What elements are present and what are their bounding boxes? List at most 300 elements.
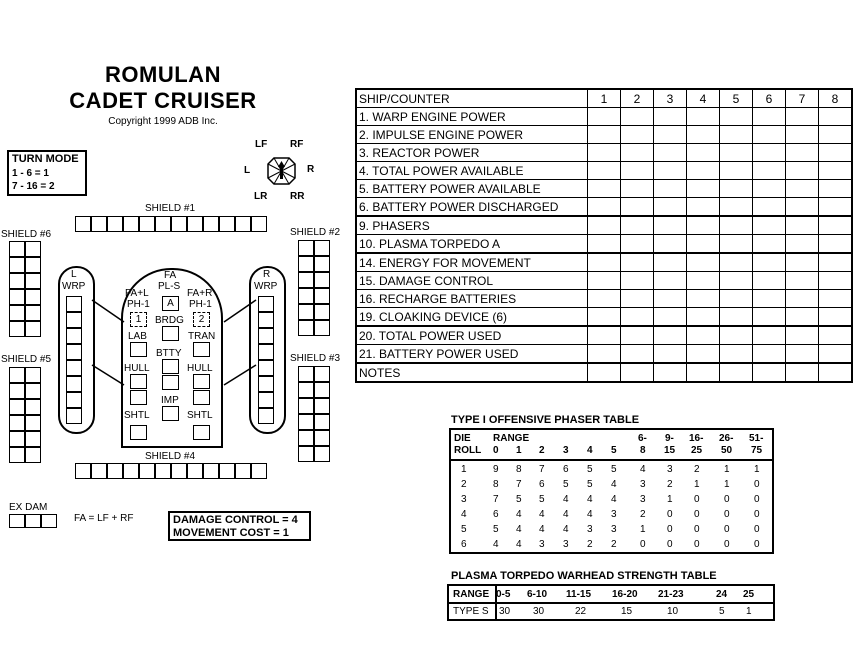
energy-cell[interactable]	[687, 108, 720, 126]
shield1-label: SHIELD #1	[145, 203, 196, 214]
energy-cell[interactable]	[786, 272, 819, 290]
energy-cell[interactable]	[621, 272, 654, 290]
energy-cell[interactable]	[753, 253, 786, 272]
energy-cell[interactable]	[753, 198, 786, 217]
energy-cell[interactable]	[819, 126, 853, 144]
phaser-2-box[interactable]: 2	[193, 312, 210, 327]
energy-cell[interactable]	[621, 198, 654, 217]
energy-cell[interactable]	[588, 326, 621, 345]
shield2-label: SHIELD #2	[290, 227, 341, 238]
energy-cell[interactable]	[588, 162, 621, 180]
plasma-range-header: 11-15	[566, 589, 592, 600]
energy-cell[interactable]	[720, 144, 753, 162]
compass-l: L	[244, 165, 251, 176]
energy-cell[interactable]	[687, 180, 720, 198]
shield4-box[interactable]	[203, 463, 219, 479]
energy-col-header: 2	[621, 89, 654, 108]
energy-cell[interactable]	[621, 126, 654, 144]
phaser-cell: 6	[539, 479, 545, 490]
phaser-table	[449, 428, 774, 554]
energy-cell[interactable]	[687, 216, 720, 235]
phaser-range-bot: 3	[563, 445, 569, 456]
energy-cell[interactable]	[654, 126, 687, 144]
energy-cell[interactable]	[621, 345, 654, 364]
shield3-box[interactable]	[298, 430, 314, 446]
shield1-box[interactable]	[203, 216, 219, 232]
plasma-value: 1	[746, 606, 752, 617]
energy-cell[interactable]	[654, 272, 687, 290]
shield4-box[interactable]	[171, 463, 187, 479]
compass-rr: RR	[290, 191, 305, 202]
phaser-cell: 4	[563, 509, 569, 520]
energy-row	[356, 180, 852, 198]
shield2-box[interactable]	[298, 256, 314, 272]
shield4-box[interactable]	[155, 463, 171, 479]
shield3-label: SHIELD #3	[290, 353, 341, 364]
shield5-box[interactable]	[25, 399, 41, 415]
energy-cell[interactable]	[786, 235, 819, 254]
energy-cell[interactable]	[819, 180, 853, 198]
shield3-box[interactable]	[314, 366, 330, 382]
shield3-box[interactable]	[314, 382, 330, 398]
shield1-box[interactable]	[187, 216, 203, 232]
energy-cell[interactable]	[786, 144, 819, 162]
energy-cell[interactable]	[588, 363, 621, 382]
phaser-cell: 3	[640, 479, 646, 490]
energy-cell[interactable]	[786, 198, 819, 217]
shield4-box[interactable]	[187, 463, 203, 479]
energy-cell[interactable]	[687, 198, 720, 217]
shield3-box[interactable]	[314, 430, 330, 446]
btty-label: BTTY	[156, 348, 182, 359]
energy-cell[interactable]	[588, 290, 621, 308]
energy-cell[interactable]	[753, 272, 786, 290]
energy-cell[interactable]	[687, 308, 720, 327]
shield1-box[interactable]	[75, 216, 91, 232]
phaser-cell: 5	[587, 479, 593, 490]
phaser-cell: 8	[516, 464, 522, 475]
energy-cell[interactable]	[687, 253, 720, 272]
energy-cell[interactable]	[588, 345, 621, 364]
shield2-box[interactable]	[314, 288, 330, 304]
energy-row-label: 16. RECHARGE BATTERIES	[356, 290, 588, 308]
damage-control-box	[168, 511, 311, 541]
phaser-cell: 4	[611, 479, 617, 490]
shield5-box[interactable]	[25, 415, 41, 431]
phaser-cell: 4	[563, 524, 569, 535]
shield1-box[interactable]	[219, 216, 235, 232]
plasma-vdivider	[495, 586, 497, 619]
shield1-box[interactable]	[235, 216, 251, 232]
energy-cell[interactable]	[720, 216, 753, 235]
shield1-box[interactable]	[139, 216, 155, 232]
shield6-box[interactable]	[25, 241, 41, 257]
energy-cell[interactable]	[786, 290, 819, 308]
energy-cell[interactable]	[786, 108, 819, 126]
shield3-box[interactable]	[298, 446, 314, 462]
energy-row	[356, 363, 852, 382]
shield1-box[interactable]	[251, 216, 267, 232]
phaser-range-top: 9-	[665, 433, 674, 444]
phaser-cell: 1	[640, 524, 646, 535]
phaser-range-bot: 4	[587, 445, 593, 456]
phaser-cell: 3	[587, 524, 593, 535]
energy-cell[interactable]	[588, 108, 621, 126]
plasma-value: 30	[533, 606, 545, 617]
phaser-cell: 6	[563, 464, 569, 475]
phaser-cell: 0	[724, 524, 730, 535]
copyright: Copyright 1999 ADB Inc.	[108, 116, 218, 127]
energy-cell[interactable]	[786, 308, 819, 327]
energy-row-label: 20. TOTAL POWER USED	[356, 326, 588, 345]
energy-row-label: 15. DAMAGE CONTROL	[356, 272, 588, 290]
energy-cell[interactable]	[720, 363, 753, 382]
shield3-box[interactable]	[298, 398, 314, 414]
shield5-box[interactable]	[9, 431, 25, 447]
phaser-cell: 0	[724, 539, 730, 550]
shield6-label: SHIELD #6	[1, 229, 52, 240]
energy-cell[interactable]	[588, 272, 621, 290]
energy-cell[interactable]	[720, 108, 753, 126]
energy-cell[interactable]	[753, 126, 786, 144]
phaser-die-value: 2	[461, 479, 467, 490]
phaser-cell: 0	[694, 524, 700, 535]
shield2-box[interactable]	[298, 272, 314, 288]
energy-cell[interactable]	[786, 162, 819, 180]
energy-row-label: 3. REACTOR POWER	[356, 144, 588, 162]
pls-label: PL-S	[158, 281, 181, 292]
phaser-range-bot: 8	[640, 445, 646, 456]
ph1r-label: PH-1	[189, 299, 212, 310]
energy-cell[interactable]	[819, 272, 853, 290]
energy-cell[interactable]	[654, 363, 687, 382]
hull-r-label: HULL	[187, 363, 213, 374]
energy-cell[interactable]	[753, 345, 786, 364]
energy-cell[interactable]	[819, 308, 853, 327]
energy-cell[interactable]	[819, 253, 853, 272]
phaser-cell: 6	[493, 509, 499, 520]
shield5-box[interactable]	[9, 415, 25, 431]
exdam-box-3[interactable]	[41, 514, 57, 528]
rwrp-bot: WRP	[254, 281, 278, 292]
shield2-box[interactable]	[298, 320, 314, 336]
plasma-range-header: 21-23	[658, 589, 684, 600]
phaser-cell: 2	[667, 479, 673, 490]
energy-cell[interactable]	[654, 216, 687, 235]
energy-cell[interactable]	[687, 272, 720, 290]
energy-cell[interactable]	[687, 144, 720, 162]
shield5-label: SHIELD #5	[1, 354, 52, 365]
phaser-range-top: 16-	[689, 433, 704, 444]
plasma-a-box[interactable]: A	[162, 296, 179, 311]
energy-cell[interactable]	[753, 235, 786, 254]
shield4-box[interactable]	[219, 463, 235, 479]
energy-cell[interactable]	[720, 326, 753, 345]
phaser-cell: 2	[694, 464, 700, 475]
energy-cell[interactable]	[786, 253, 819, 272]
fal-label: FA+L	[125, 288, 149, 299]
shield1-box[interactable]	[171, 216, 187, 232]
compass-rf: RF	[290, 139, 304, 150]
energy-cell[interactable]	[687, 162, 720, 180]
plasma-range-header: 24	[716, 589, 728, 600]
shield6-box[interactable]	[9, 305, 25, 321]
energy-cell[interactable]	[687, 126, 720, 144]
shield3-box[interactable]	[298, 366, 314, 382]
energy-col-header: 5	[720, 89, 753, 108]
energy-cell[interactable]	[753, 216, 786, 235]
phaser-cell: 4	[539, 524, 545, 535]
shield2-box[interactable]	[314, 304, 330, 320]
energy-row	[356, 108, 852, 126]
energy-cell[interactable]	[720, 290, 753, 308]
energy-allocation-table	[355, 88, 853, 383]
shield6-box[interactable]	[9, 257, 25, 273]
energy-cell[interactable]	[753, 363, 786, 382]
energy-row-label: 2. IMPULSE ENGINE POWER	[356, 126, 588, 144]
energy-cell[interactable]	[654, 326, 687, 345]
energy-cell[interactable]	[687, 326, 720, 345]
energy-cell[interactable]	[621, 363, 654, 382]
shield4-box[interactable]	[91, 463, 107, 479]
shield5-box[interactable]	[25, 431, 41, 447]
energy-cell[interactable]	[720, 198, 753, 217]
shield6-box[interactable]	[25, 321, 41, 337]
exdam-label: EX DAM	[9, 502, 48, 513]
phaser-cell: 2	[640, 509, 646, 520]
tran-label: TRAN	[188, 331, 216, 342]
energy-cell[interactable]	[753, 326, 786, 345]
energy-cell[interactable]	[621, 235, 654, 254]
energy-cell[interactable]	[621, 216, 654, 235]
shield3-box[interactable]	[298, 414, 314, 430]
shield6-box[interactable]	[25, 257, 41, 273]
energy-cell[interactable]	[588, 235, 621, 254]
energy-cell[interactable]	[819, 144, 853, 162]
energy-cell[interactable]	[753, 180, 786, 198]
energy-cell[interactable]	[687, 363, 720, 382]
energy-row	[356, 345, 852, 364]
shield6-box[interactable]	[25, 273, 41, 289]
energy-cell[interactable]	[753, 162, 786, 180]
energy-cell[interactable]	[753, 108, 786, 126]
phaser-cell: 4	[587, 494, 593, 505]
phaser-die-value: 1	[461, 464, 467, 475]
energy-cell[interactable]	[621, 144, 654, 162]
energy-cell[interactable]	[654, 308, 687, 327]
energy-cell[interactable]	[720, 272, 753, 290]
energy-cell[interactable]	[720, 126, 753, 144]
shield4-box[interactable]	[75, 463, 91, 479]
energy-cell[interactable]	[588, 253, 621, 272]
shield5-box[interactable]	[9, 367, 25, 383]
energy-cell[interactable]	[720, 235, 753, 254]
energy-cell[interactable]	[720, 308, 753, 327]
energy-cell[interactable]	[819, 290, 853, 308]
lwrp-bot: WRP	[62, 281, 86, 292]
shield1-box[interactable]	[123, 216, 139, 232]
phaser-cell: 0	[724, 494, 730, 505]
shield3-box[interactable]	[314, 398, 330, 414]
shield5-box[interactable]	[9, 399, 25, 415]
shield2-box[interactable]	[298, 288, 314, 304]
phaser-cell: 4	[587, 509, 593, 520]
phaser-range-bot: 25	[691, 445, 703, 456]
energy-cell[interactable]	[753, 308, 786, 327]
phaser-range-top: 51-	[749, 433, 764, 444]
energy-cell[interactable]	[654, 345, 687, 364]
energy-cell[interactable]	[621, 108, 654, 126]
phaser-die-value: 4	[461, 509, 467, 520]
shield4-box[interactable]	[235, 463, 251, 479]
energy-cell[interactable]	[588, 308, 621, 327]
energy-cell[interactable]	[720, 180, 753, 198]
phaser-range-bot: 0	[493, 445, 499, 456]
shield4-box[interactable]	[107, 463, 123, 479]
energy-cell[interactable]	[654, 290, 687, 308]
energy-cell[interactable]	[720, 162, 753, 180]
shield6-box[interactable]	[9, 241, 25, 257]
energy-cell[interactable]	[786, 345, 819, 364]
exdam-box-1[interactable]	[9, 514, 25, 528]
energy-cell[interactable]	[687, 290, 720, 308]
phaser-range-label: RANGE	[493, 433, 530, 444]
shield1-box[interactable]	[91, 216, 107, 232]
energy-row-label: 4. TOTAL POWER AVAILABLE	[356, 162, 588, 180]
energy-cell[interactable]	[621, 308, 654, 327]
shield4-box[interactable]	[251, 463, 267, 479]
energy-row-label: 19. CLOAKING DEVICE (6)	[356, 308, 588, 327]
energy-row	[356, 162, 852, 180]
phaser-cell: 9	[493, 464, 499, 475]
energy-cell[interactable]	[819, 198, 853, 217]
phaser-cell: 0	[754, 524, 760, 535]
energy-cell[interactable]	[654, 235, 687, 254]
energy-cell[interactable]	[786, 326, 819, 345]
shield1-box[interactable]	[155, 216, 171, 232]
shield2-box[interactable]	[314, 256, 330, 272]
shield6-box[interactable]	[9, 289, 25, 305]
phaser-cell: 4	[493, 539, 499, 550]
phaser-cell: 4	[516, 539, 522, 550]
energy-cell[interactable]	[687, 345, 720, 364]
phaser-cell: 3	[667, 464, 673, 475]
phaser-header-divider	[451, 459, 772, 461]
shield2-box[interactable]	[314, 240, 330, 256]
energy-cell[interactable]	[819, 216, 853, 235]
energy-col-header: 3	[654, 89, 687, 108]
energy-cell[interactable]	[786, 216, 819, 235]
fa-label: FA	[164, 270, 177, 281]
plasma-value: 10	[667, 606, 679, 617]
phaser-cell: 2	[587, 539, 593, 550]
energy-row	[356, 126, 852, 144]
energy-cell[interactable]	[819, 108, 853, 126]
energy-cell[interactable]	[621, 290, 654, 308]
plasma-value: 5	[719, 606, 725, 617]
energy-cell[interactable]	[588, 144, 621, 162]
phaser-range-bot: 2	[539, 445, 545, 456]
energy-cell[interactable]	[621, 326, 654, 345]
energy-cell[interactable]	[687, 235, 720, 254]
energy-cell[interactable]	[621, 253, 654, 272]
plasma-value: 15	[621, 606, 633, 617]
phaser-cell: 3	[563, 539, 569, 550]
shield6-box[interactable]	[25, 305, 41, 321]
shield2-box[interactable]	[298, 240, 314, 256]
energy-col-header: 7	[786, 89, 819, 108]
plasma-range-header: 0-5	[496, 589, 511, 600]
shield2-box[interactable]	[314, 320, 330, 336]
shield6-box[interactable]	[9, 273, 25, 289]
energy-cell[interactable]	[786, 126, 819, 144]
shield3-box[interactable]	[314, 446, 330, 462]
energy-cell[interactable]	[654, 144, 687, 162]
energy-cell[interactable]	[819, 326, 853, 345]
shield3-box[interactable]	[314, 414, 330, 430]
energy-cell[interactable]	[819, 162, 853, 180]
energy-cell[interactable]	[588, 126, 621, 144]
energy-cell[interactable]	[720, 253, 753, 272]
shield5-box[interactable]	[9, 383, 25, 399]
hull-l-label: HULL	[124, 363, 150, 374]
energy-cell[interactable]	[819, 345, 853, 364]
compass-lf: LF	[255, 139, 268, 150]
energy-cell[interactable]	[588, 216, 621, 235]
shield4-box[interactable]	[139, 463, 155, 479]
shield5-box[interactable]	[25, 383, 41, 399]
energy-cell[interactable]	[588, 180, 621, 198]
energy-cell[interactable]	[654, 253, 687, 272]
phaser-cell: 0	[694, 539, 700, 550]
energy-cell[interactable]	[720, 345, 753, 364]
shield2-box[interactable]	[314, 272, 330, 288]
energy-row	[356, 235, 852, 254]
energy-cell[interactable]	[819, 235, 853, 254]
shield4-box[interactable]	[123, 463, 139, 479]
energy-cell[interactable]	[654, 162, 687, 180]
phaser-cell: 7	[539, 464, 545, 475]
phaser-cell: 5	[587, 464, 593, 475]
energy-row-label: 9. PHASERS	[356, 216, 588, 235]
shield1-box[interactable]	[107, 216, 123, 232]
shield6-box[interactable]	[25, 289, 41, 305]
energy-cell[interactable]	[621, 180, 654, 198]
energy-cell[interactable]	[588, 198, 621, 217]
energy-cell[interactable]	[819, 363, 853, 382]
phaser-1-box[interactable]: 1	[130, 312, 147, 327]
shield5-box[interactable]	[25, 447, 41, 463]
shield6-box[interactable]	[9, 321, 25, 337]
phaser-cell: 1	[694, 479, 700, 490]
energy-cell[interactable]	[786, 363, 819, 382]
shield5-box[interactable]	[9, 447, 25, 463]
exdam-box-2[interactable]	[25, 514, 41, 528]
energy-cell[interactable]	[786, 180, 819, 198]
energy-cell[interactable]	[654, 180, 687, 198]
energy-row-label: NOTES	[356, 363, 588, 382]
phaser-cell: 5	[539, 494, 545, 505]
energy-cell[interactable]	[654, 198, 687, 217]
shield5-box[interactable]	[25, 367, 41, 383]
shield3-box[interactable]	[298, 382, 314, 398]
phaser-cell: 4	[516, 524, 522, 535]
energy-cell[interactable]	[621, 162, 654, 180]
energy-cell[interactable]	[654, 108, 687, 126]
energy-cell[interactable]	[753, 290, 786, 308]
energy-cell[interactable]	[753, 144, 786, 162]
shield2-box[interactable]	[298, 304, 314, 320]
